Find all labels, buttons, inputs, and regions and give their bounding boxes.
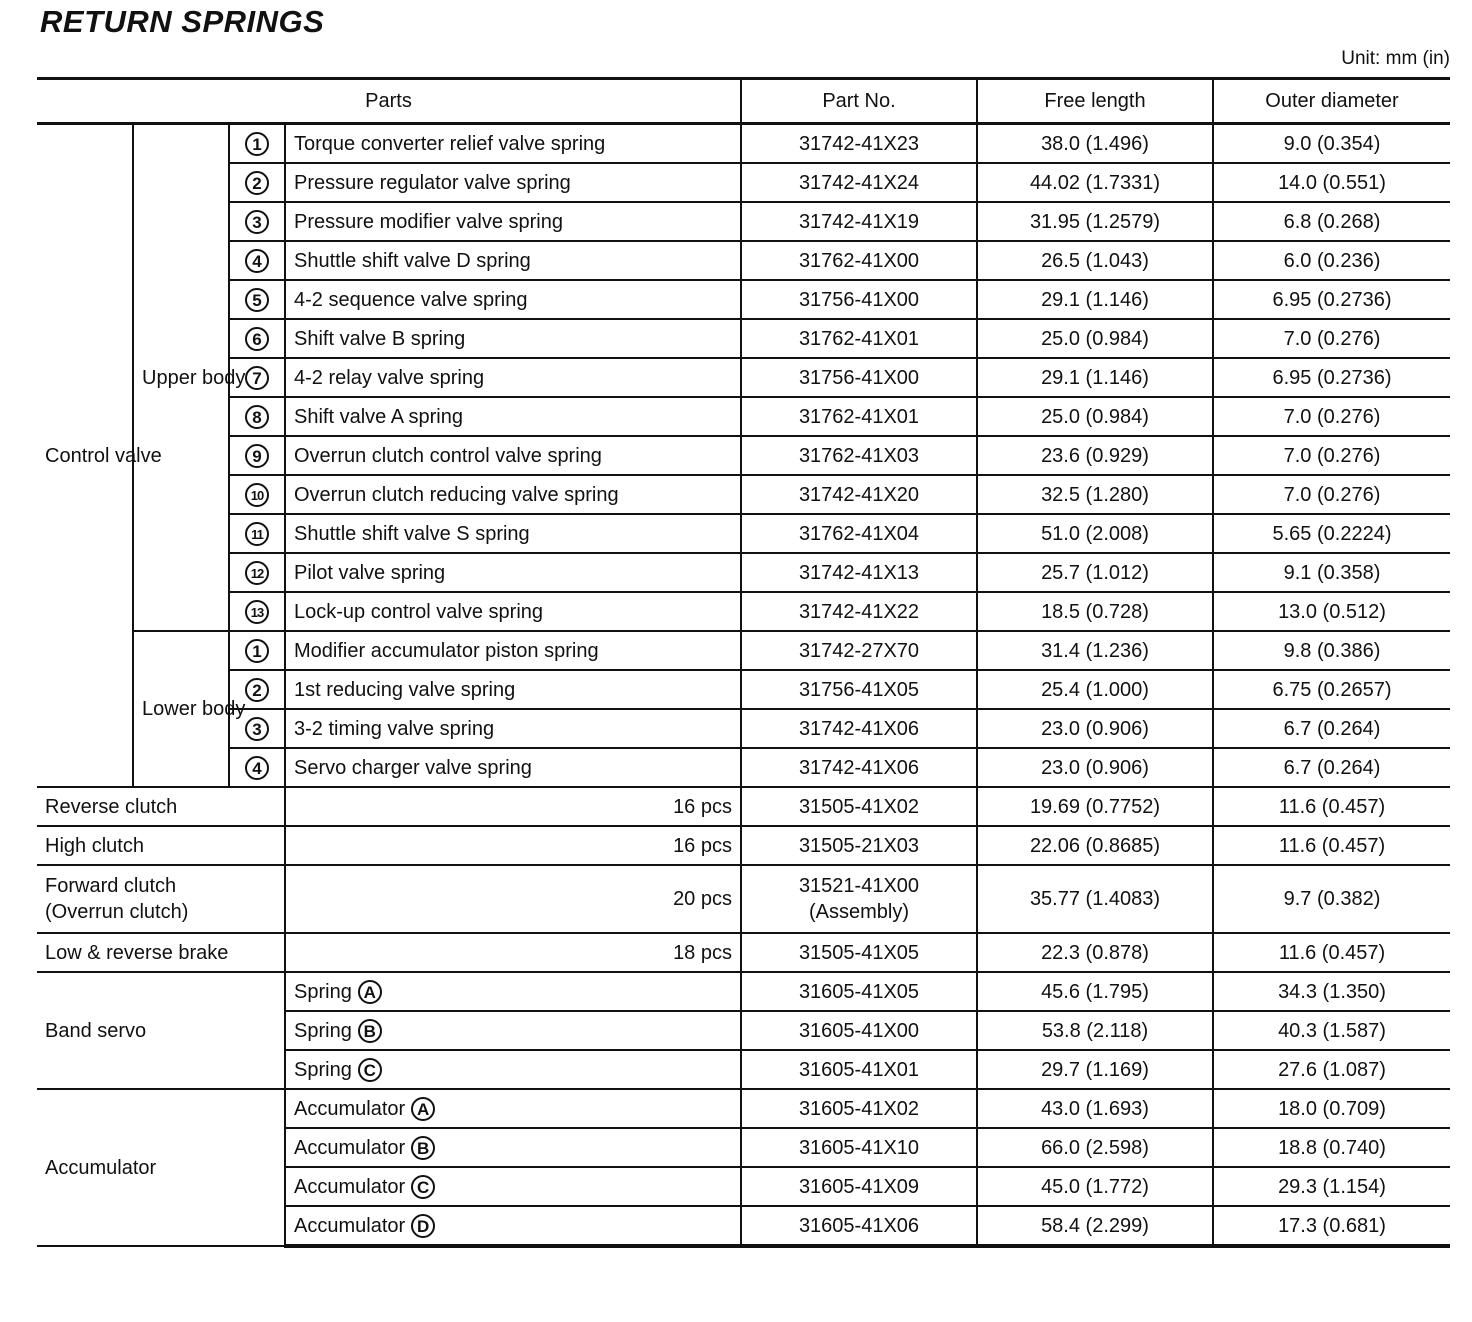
outer-diameter: 6.7 (0.264) bbox=[1213, 748, 1450, 787]
outer-diameter: 34.3 (1.350) bbox=[1213, 972, 1450, 1011]
table-row bbox=[37, 826, 1450, 865]
return-springs-table bbox=[37, 77, 1450, 1248]
free-length: 25.0 (0.984) bbox=[977, 319, 1213, 358]
outer-diameter: 18.8 (0.740) bbox=[1213, 1128, 1450, 1167]
free-length: 29.7 (1.169) bbox=[977, 1050, 1213, 1089]
header-parts: Parts bbox=[37, 79, 741, 124]
outer-diameter: 29.3 (1.154) bbox=[1213, 1167, 1450, 1206]
free-length: 29.1 (1.146) bbox=[977, 358, 1213, 397]
outer-diameter: 9.0 (0.354) bbox=[1213, 124, 1450, 164]
item-number bbox=[229, 163, 285, 202]
circled-number-icon: 6 bbox=[245, 327, 269, 351]
circled-number-icon: 8 bbox=[245, 405, 269, 429]
circled-letter-icon: B bbox=[411, 1136, 435, 1160]
part-name: Torque converter relief valve spring bbox=[285, 124, 741, 164]
part-name: Pilot valve spring bbox=[285, 553, 741, 592]
circled-number-icon: 2 bbox=[245, 171, 269, 195]
part-name bbox=[285, 1089, 741, 1128]
item-number bbox=[229, 280, 285, 319]
table-row bbox=[37, 787, 1450, 826]
outer-diameter: 6.95 (0.2736) bbox=[1213, 358, 1450, 397]
part-number: 31605-41X02 bbox=[741, 1089, 977, 1128]
part-number: 31756-41X05 bbox=[741, 670, 977, 709]
free-length: 31.95 (1.2579) bbox=[977, 202, 1213, 241]
part-number: 31742-41X06 bbox=[741, 709, 977, 748]
part-name: 4-2 relay valve spring bbox=[285, 358, 741, 397]
circled-number-icon: 4 bbox=[245, 756, 269, 780]
table-row bbox=[37, 163, 1450, 202]
group-upper-body: Upper body bbox=[133, 124, 229, 632]
part-name bbox=[285, 1206, 741, 1246]
part-name: Overrun clutch control valve spring bbox=[285, 436, 741, 475]
header-free-length: Free length bbox=[977, 79, 1213, 124]
circled-number-icon: 3 bbox=[245, 210, 269, 234]
table-row bbox=[37, 1089, 1450, 1128]
outer-diameter: 9.1 (0.358) bbox=[1213, 553, 1450, 592]
outer-diameter: 14.0 (0.551) bbox=[1213, 163, 1450, 202]
item-number bbox=[229, 553, 285, 592]
part-number: 31762-41X01 bbox=[741, 319, 977, 358]
part-number: 31742-41X22 bbox=[741, 592, 977, 631]
part-name: Pressure regulator valve spring bbox=[285, 163, 741, 202]
part-name: Shift valve B spring bbox=[285, 319, 741, 358]
part-number: 31762-41X01 bbox=[741, 397, 977, 436]
page-title: RETURN SPRINGS bbox=[40, 4, 325, 39]
part-name: 1st reducing valve spring bbox=[285, 670, 741, 709]
table-row bbox=[37, 933, 1450, 972]
part-number: 31505-41X05 bbox=[741, 933, 977, 972]
table-row bbox=[37, 202, 1450, 241]
part-number: 31505-41X02 bbox=[741, 787, 977, 826]
free-length: 66.0 (2.598) bbox=[977, 1128, 1213, 1167]
part-number: 31605-41X00 bbox=[741, 1011, 977, 1050]
circled-number-icon: 11 bbox=[245, 522, 269, 546]
part-number: 31742-41X20 bbox=[741, 475, 977, 514]
part-name: High clutch bbox=[37, 826, 285, 865]
part-name-line1: Forward clutch bbox=[45, 875, 177, 897]
outer-diameter: 11.6 (0.457) bbox=[1213, 826, 1450, 865]
free-length: 45.0 (1.772) bbox=[977, 1167, 1213, 1206]
part-number: 31756-41X00 bbox=[741, 358, 977, 397]
outer-diameter: 7.0 (0.276) bbox=[1213, 397, 1450, 436]
table-row bbox=[37, 592, 1450, 631]
free-length: 23.0 (0.906) bbox=[977, 709, 1213, 748]
free-length: 25.7 (1.012) bbox=[977, 553, 1213, 592]
outer-diameter: 6.7 (0.264) bbox=[1213, 709, 1450, 748]
free-length: 19.69 (0.7752) bbox=[977, 787, 1213, 826]
outer-diameter: 6.0 (0.236) bbox=[1213, 241, 1450, 280]
circled-number-icon: 9 bbox=[245, 444, 269, 468]
circled-letter-icon: A bbox=[411, 1097, 435, 1121]
item-number bbox=[229, 436, 285, 475]
header-row bbox=[37, 79, 1450, 124]
part-name: 4-2 sequence valve spring bbox=[285, 280, 741, 319]
free-length: 38.0 (1.496) bbox=[977, 124, 1213, 164]
part-number: 31742-41X13 bbox=[741, 553, 977, 592]
outer-diameter: 17.3 (0.681) bbox=[1213, 1206, 1450, 1246]
item-number bbox=[229, 475, 285, 514]
table-row bbox=[37, 436, 1450, 475]
part-number bbox=[741, 865, 977, 933]
outer-diameter: 18.0 (0.709) bbox=[1213, 1089, 1450, 1128]
circled-number-icon: 3 bbox=[245, 717, 269, 741]
part-name-line2: (Overrun clutch) bbox=[45, 901, 189, 923]
part-name bbox=[285, 972, 741, 1011]
free-length: 32.5 (1.280) bbox=[977, 475, 1213, 514]
part-name bbox=[37, 865, 285, 933]
group-control-valve: Control valve bbox=[37, 124, 133, 788]
circled-number-icon: 4 bbox=[245, 249, 269, 273]
part-number: 31742-41X06 bbox=[741, 748, 977, 787]
outer-diameter: 27.6 (1.087) bbox=[1213, 1050, 1450, 1089]
table-row bbox=[37, 514, 1450, 553]
item-number bbox=[229, 631, 285, 670]
group-accumulator: Accumulator bbox=[37, 1089, 285, 1246]
part-name bbox=[285, 1050, 741, 1089]
outer-diameter: 9.7 (0.382) bbox=[1213, 865, 1450, 933]
circled-letter-icon: A bbox=[358, 980, 382, 1004]
free-length: 58.4 (2.299) bbox=[977, 1206, 1213, 1246]
table-row bbox=[37, 748, 1450, 787]
part-name-text: Spring bbox=[294, 1019, 352, 1042]
part-name-text: Accumulator bbox=[294, 1214, 406, 1237]
free-length: 25.4 (1.000) bbox=[977, 670, 1213, 709]
part-name bbox=[285, 1011, 741, 1050]
circled-letter-icon: C bbox=[358, 1058, 382, 1082]
header-outer-diameter: Outer diameter bbox=[1213, 79, 1450, 124]
circled-number-icon: 7 bbox=[245, 366, 269, 390]
table-row bbox=[37, 709, 1450, 748]
item-number bbox=[229, 514, 285, 553]
outer-diameter: 9.8 (0.386) bbox=[1213, 631, 1450, 670]
quantity: 16 pcs bbox=[285, 787, 741, 826]
part-number: 31605-41X05 bbox=[741, 972, 977, 1011]
outer-diameter: 7.0 (0.276) bbox=[1213, 319, 1450, 358]
quantity: 20 pcs bbox=[285, 865, 741, 933]
table-row bbox=[37, 124, 1450, 164]
part-name: Reverse clutch bbox=[37, 787, 285, 826]
part-name: Lock-up control valve spring bbox=[285, 592, 741, 631]
circled-number-icon: 13 bbox=[245, 600, 269, 624]
table-row bbox=[37, 319, 1450, 358]
part-name-text: Accumulator bbox=[294, 1097, 406, 1120]
part-name bbox=[285, 1167, 741, 1206]
free-length: 53.8 (2.118) bbox=[977, 1011, 1213, 1050]
free-length: 18.5 (0.728) bbox=[977, 592, 1213, 631]
free-length: 31.4 (1.236) bbox=[977, 631, 1213, 670]
free-length: 22.06 (0.8685) bbox=[977, 826, 1213, 865]
outer-diameter: 5.65 (0.2224) bbox=[1213, 514, 1450, 553]
free-length: 22.3 (0.878) bbox=[977, 933, 1213, 972]
outer-diameter: 6.75 (0.2657) bbox=[1213, 670, 1450, 709]
part-number: 31742-41X24 bbox=[741, 163, 977, 202]
table-row bbox=[37, 397, 1450, 436]
circled-number-icon: 12 bbox=[245, 561, 269, 585]
unit-label: Unit: mm (in) bbox=[1341, 48, 1450, 69]
free-length: 44.02 (1.7331) bbox=[977, 163, 1213, 202]
free-length: 23.0 (0.906) bbox=[977, 748, 1213, 787]
free-length: 26.5 (1.043) bbox=[977, 241, 1213, 280]
circled-letter-icon: B bbox=[358, 1019, 382, 1043]
table-row bbox=[37, 972, 1450, 1011]
item-number bbox=[229, 592, 285, 631]
part-number: 31756-41X00 bbox=[741, 280, 977, 319]
part-number: 31742-41X19 bbox=[741, 202, 977, 241]
part-name: Shuttle shift valve D spring bbox=[285, 241, 741, 280]
header-part-no: Part No. bbox=[741, 79, 977, 124]
part-number-note: (Assembly) bbox=[808, 901, 909, 923]
outer-diameter: 40.3 (1.587) bbox=[1213, 1011, 1450, 1050]
part-name-text: Accumulator bbox=[294, 1175, 406, 1198]
part-name-text: Spring bbox=[294, 980, 352, 1003]
table-row bbox=[37, 631, 1450, 670]
outer-diameter: 7.0 (0.276) bbox=[1213, 436, 1450, 475]
part-number: 31605-41X01 bbox=[741, 1050, 977, 1089]
part-name: Servo charger valve spring bbox=[285, 748, 741, 787]
outer-diameter: 6.95 (0.2736) bbox=[1213, 280, 1450, 319]
item-number bbox=[229, 202, 285, 241]
outer-diameter: 11.6 (0.457) bbox=[1213, 933, 1450, 972]
item-number bbox=[229, 241, 285, 280]
circled-number-icon: 10 bbox=[245, 483, 269, 507]
group-band-servo: Band servo bbox=[37, 972, 285, 1089]
outer-diameter: 11.6 (0.457) bbox=[1213, 787, 1450, 826]
part-name: 3-2 timing valve spring bbox=[285, 709, 741, 748]
part-name-text: Spring bbox=[294, 1058, 352, 1081]
group-lower-body: Lower body bbox=[133, 631, 229, 787]
table-row bbox=[37, 670, 1450, 709]
part-number: 31605-41X09 bbox=[741, 1167, 977, 1206]
free-length: 35.77 (1.4083) bbox=[977, 865, 1213, 933]
free-length: 51.0 (2.008) bbox=[977, 514, 1213, 553]
part-number: 31762-41X04 bbox=[741, 514, 977, 553]
outer-diameter: 6.8 (0.268) bbox=[1213, 202, 1450, 241]
table-row bbox=[37, 241, 1450, 280]
part-name-text: Accumulator bbox=[294, 1136, 406, 1159]
free-length: 43.0 (1.693) bbox=[977, 1089, 1213, 1128]
quantity: 18 pcs bbox=[285, 933, 741, 972]
part-number: 31605-41X10 bbox=[741, 1128, 977, 1167]
item-number bbox=[229, 748, 285, 787]
free-length: 25.0 (0.984) bbox=[977, 397, 1213, 436]
item-number bbox=[229, 124, 285, 164]
part-name: Pressure modifier valve spring bbox=[285, 202, 741, 241]
table-row bbox=[37, 358, 1450, 397]
part-number-value: 31521-41X00 bbox=[798, 875, 920, 897]
circled-number-icon: 1 bbox=[245, 639, 269, 663]
part-name: Shift valve A spring bbox=[285, 397, 741, 436]
item-number bbox=[229, 397, 285, 436]
free-length: 29.1 (1.146) bbox=[977, 280, 1213, 319]
outer-diameter: 13.0 (0.512) bbox=[1213, 592, 1450, 631]
part-number: 31742-41X23 bbox=[741, 124, 977, 164]
part-name: Modifier accumulator piston spring bbox=[285, 631, 741, 670]
circled-number-icon: 2 bbox=[245, 678, 269, 702]
table-row bbox=[37, 280, 1450, 319]
circled-letter-icon: C bbox=[411, 1175, 435, 1199]
circled-number-icon: 5 bbox=[245, 288, 269, 312]
part-number: 31605-41X06 bbox=[741, 1206, 977, 1246]
part-name: Low & reverse brake bbox=[37, 933, 285, 972]
free-length: 23.6 (0.929) bbox=[977, 436, 1213, 475]
part-number: 31742-27X70 bbox=[741, 631, 977, 670]
table-row bbox=[37, 475, 1450, 514]
circled-letter-icon: D bbox=[411, 1214, 435, 1238]
part-name: Shuttle shift valve S spring bbox=[285, 514, 741, 553]
free-length: 45.6 (1.795) bbox=[977, 972, 1213, 1011]
quantity: 16 pcs bbox=[285, 826, 741, 865]
item-number bbox=[229, 319, 285, 358]
part-number: 31762-41X03 bbox=[741, 436, 977, 475]
part-name bbox=[285, 1128, 741, 1167]
table-row bbox=[37, 553, 1450, 592]
part-number: 31762-41X00 bbox=[741, 241, 977, 280]
part-number: 31505-21X03 bbox=[741, 826, 977, 865]
table-row bbox=[37, 865, 1450, 933]
outer-diameter: 7.0 (0.276) bbox=[1213, 475, 1450, 514]
circled-number-icon: 1 bbox=[245, 132, 269, 156]
part-name: Overrun clutch reducing valve spring bbox=[285, 475, 741, 514]
